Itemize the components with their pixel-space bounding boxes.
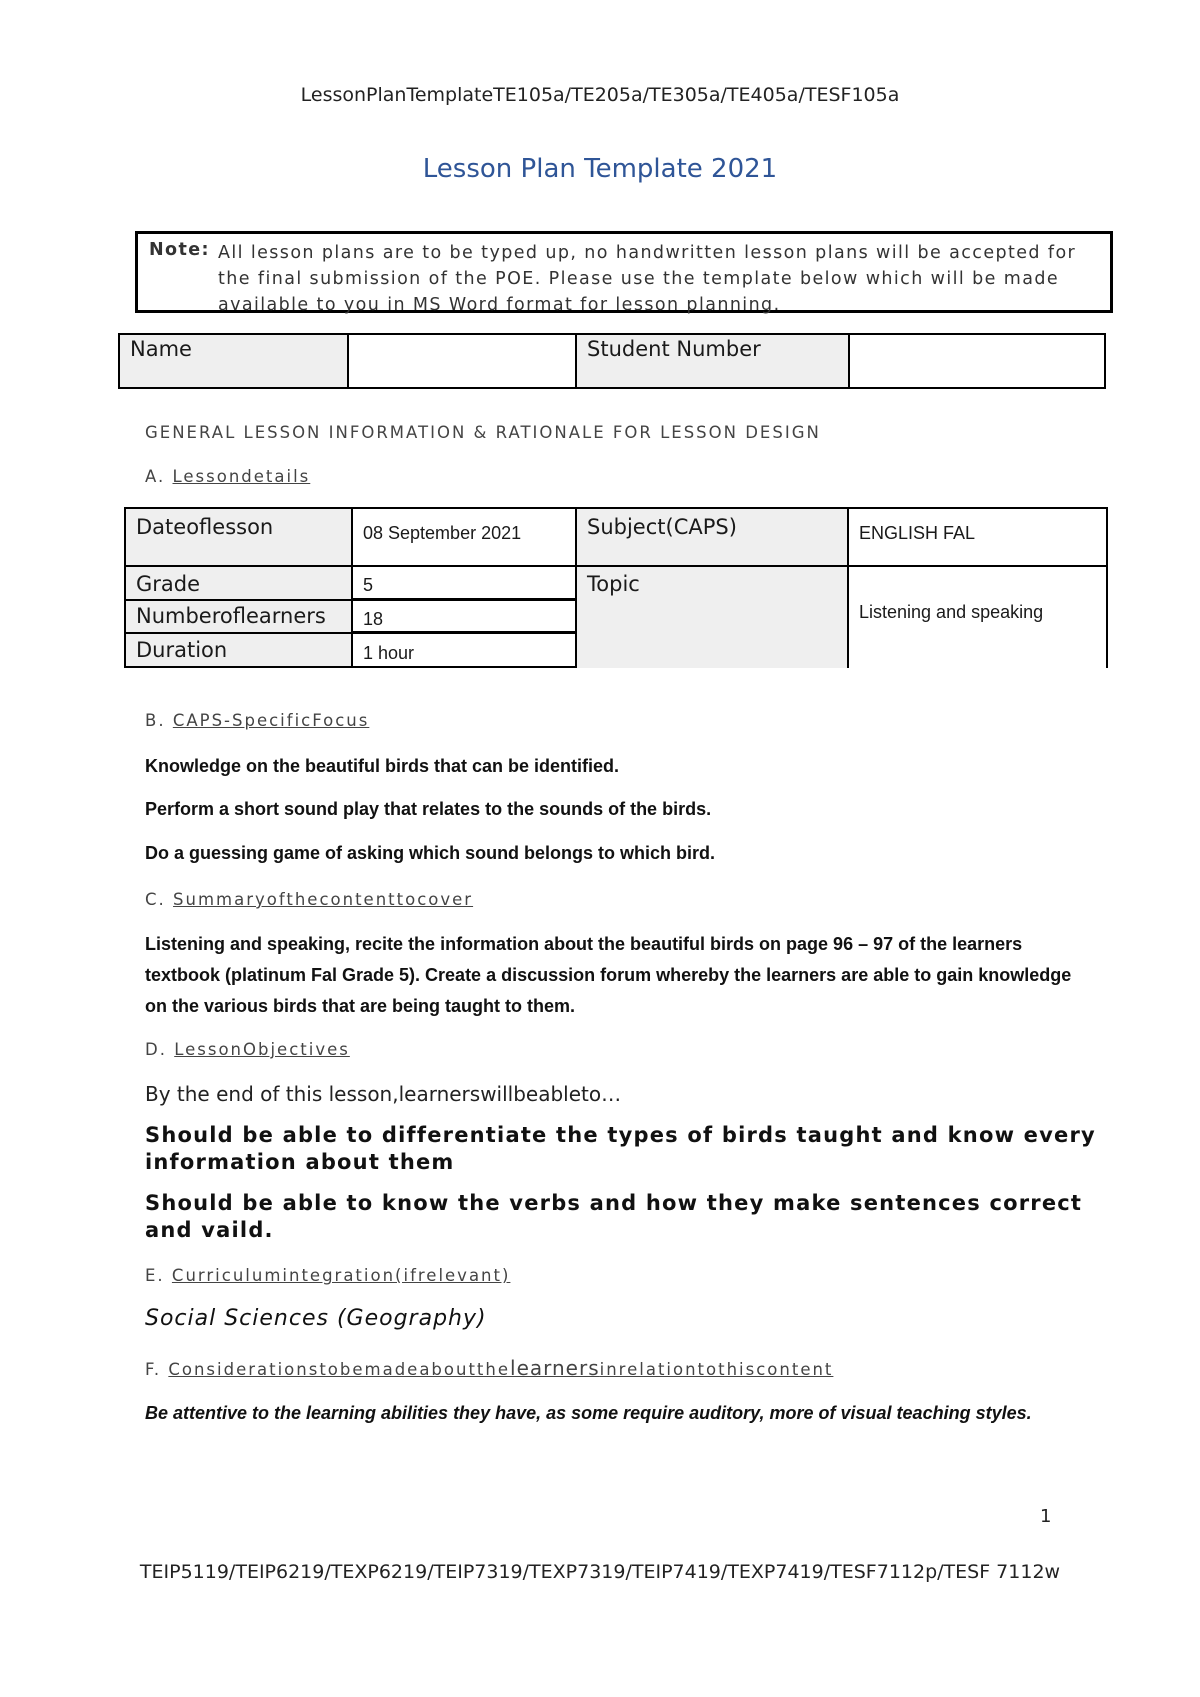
document-header: LessonPlanTemplateTE105a/TE205a/TE305a/TE405a/TESF105a (300, 84, 900, 106)
grade-value: 5 (363, 575, 374, 595)
focus-line-3: Do a guessing game of asking which sound belongs to which bird. (145, 843, 716, 863)
subject-label-cell (575, 507, 849, 567)
duration-value-cell[interactable] (351, 632, 577, 668)
student-number-label-cell (576, 334, 849, 388)
section-a-heading (145, 467, 310, 486)
summary-text: Listening and speaking, recite the information about the beautiful birds on page 96 – 97 of the learners textbook (platinum Fal Grade 5). Create a discussion forum whereby the learners are able to gain knowledge on the various birds that are being taught to them. (145, 934, 1072, 1016)
curriculum-integration-text: Social Sciences (Geography) (145, 1306, 487, 1331)
section-f-heading (145, 1356, 833, 1380)
topic-label-cell (575, 565, 849, 668)
section-a-letter: A. (145, 467, 166, 486)
page-number: 1 (1040, 1506, 1052, 1527)
focus-line-1: Knowledge on the beautiful birds that can be identified. (145, 756, 620, 776)
student-number-value-cell[interactable] (849, 334, 1105, 388)
learners-label: Numberoflearners (136, 604, 326, 628)
name-value-cell[interactable] (348, 334, 576, 388)
student-number-label: Student Number (587, 337, 761, 361)
learners-label-cell (124, 599, 353, 634)
topic-value: Listening and speaking (859, 602, 1044, 622)
section-d-letter: D. (145, 1040, 167, 1059)
subject-value-cell[interactable] (847, 507, 1108, 567)
topic-value-cell[interactable] (847, 565, 1108, 668)
objective-2: Should be able to know the verbs and how they make sentences correct and vaild. (145, 1191, 1083, 1242)
name-label-cell (119, 334, 348, 388)
lesson-details-table (124, 507, 1108, 668)
section-b-heading (145, 711, 369, 730)
section-c-heading (145, 890, 473, 909)
section-b-letter: B. (145, 711, 166, 730)
section-f-title (168, 1356, 834, 1380)
duration-label: Duration (136, 638, 228, 662)
section-f-title-part-3: inrelationtothiscontent (599, 1360, 834, 1379)
grade-value-cell[interactable] (351, 565, 577, 601)
considerations-text: Be attentive to the learning abilities they have, as some require auditory, more of visual teaching styles. (145, 1403, 1032, 1423)
objectives-intro: By the end of this lesson,learnerswillbeableto… (145, 1082, 622, 1106)
document-footer: TEIP5119/TEIP6219/TEXP6219/TEIP7319/TEXP7319/TEIP7419/TEXP7419/TESF7112p/TESF 7112w (139, 1561, 1061, 1583)
section-c-title: Summaryofthecontenttocover (173, 890, 474, 909)
objective-1: Should be able to differentiate the types of birds taught and know every information about them (145, 1123, 1096, 1174)
section-a-title: Lessondetails (172, 467, 311, 486)
general-heading: GENERAL LESSON INFORMATION & RATIONALE FOR LESSON DESIGN (145, 423, 821, 442)
grade-label: Grade (136, 572, 201, 596)
focus-line-2: Perform a short sound play that relates to the sounds of the birds. (145, 799, 712, 819)
grade-label-cell (124, 565, 353, 601)
section-e-title: Curriculumintegration(ifrelevant) (171, 1266, 511, 1285)
section-f-title-part-1: Considerationstobemadeaboutthe (168, 1360, 511, 1379)
learners-value-cell[interactable] (351, 599, 577, 634)
note-text: All lesson plans are to be typed up, no handwritten lesson plans will be accepted for the final submission of the POE. Please use the template below which will be made available to you in MS Word format for lesson planning. (218, 243, 1077, 315)
section-f-letter: F. (145, 1360, 162, 1379)
section-c-letter: C. (145, 890, 166, 909)
date-label-cell (124, 507, 353, 567)
duration-value: 1 hour (363, 643, 415, 663)
name-label: Name (130, 337, 192, 361)
section-d-title: LessonObjectives (174, 1040, 350, 1059)
section-b-title: CAPS-SpecificFocus (172, 711, 370, 730)
subject-value: ENGLISH FAL (859, 523, 976, 543)
date-value: 08 September 2021 (363, 523, 522, 543)
note-box (135, 231, 1113, 313)
section-f-title-part-2: learners (510, 1356, 600, 1380)
date-label: Dateoflesson (136, 515, 274, 539)
learners-value: 18 (363, 609, 384, 629)
date-value-cell[interactable] (351, 507, 577, 567)
student-table (118, 333, 1106, 389)
topic-label: Topic (587, 572, 640, 596)
section-e-letter: E. (145, 1266, 165, 1285)
subject-label: Subject(CAPS) (587, 515, 737, 539)
section-d-heading (145, 1040, 350, 1059)
duration-label-cell (124, 632, 353, 668)
section-e-heading (145, 1266, 510, 1285)
note-label: Note: (149, 240, 210, 260)
page-title: Lesson Plan Template 2021 (422, 154, 778, 184)
